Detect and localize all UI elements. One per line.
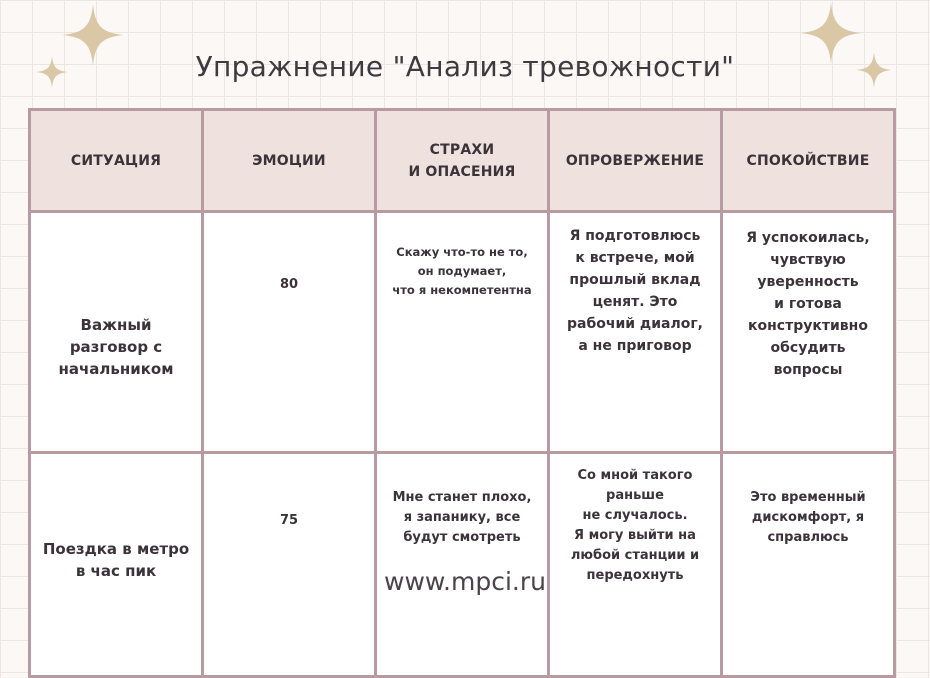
header-emotions: ЭМОЦИИ bbox=[203, 110, 376, 212]
table-header-row bbox=[30, 110, 895, 212]
header-situation: СИТУАЦИЯ bbox=[30, 110, 203, 212]
cell-fears: Скажу что-то не то, он подумает, что я некомпетентна bbox=[376, 212, 549, 453]
cell-refutation: Со мной такого раньше не случалось. Я могу выйти на любой станции и передохнуть bbox=[549, 453, 722, 677]
cell-emotion: 75 bbox=[203, 453, 376, 677]
cell-situation: Поездка в метро в час пик bbox=[30, 453, 203, 677]
cell-calm: Я успокоилась, чувствую уверенность и готова конструктивно обсудить вопросы bbox=[722, 212, 895, 453]
cell-fears: Мне станет плохо, я запанику, все будут смотреть bbox=[376, 453, 549, 677]
cell-calm: Это временный дискомфорт, я справлюсь bbox=[722, 453, 895, 677]
header-fears: СТРАХИ И ОПАСЕНИЯ bbox=[376, 110, 549, 212]
website-url: www.mpci.ru bbox=[384, 567, 546, 596]
header-refutation: ОПРОВЕРЖЕНИЕ bbox=[549, 110, 722, 212]
cell-situation: Важный разговор с начальником bbox=[30, 212, 203, 453]
table-row bbox=[30, 212, 895, 453]
header-calm: СПОКОЙСТВИЕ bbox=[722, 110, 895, 212]
cell-refutation: Я подготовлюсь к встрече, мой прошлый вклад ценят. Это рабочий диалог, а не приговор bbox=[549, 212, 722, 453]
table-row bbox=[30, 453, 895, 677]
page-title: Упражнение "Анализ тревожности" bbox=[195, 50, 735, 83]
cell-emotion: 80 bbox=[203, 212, 376, 453]
